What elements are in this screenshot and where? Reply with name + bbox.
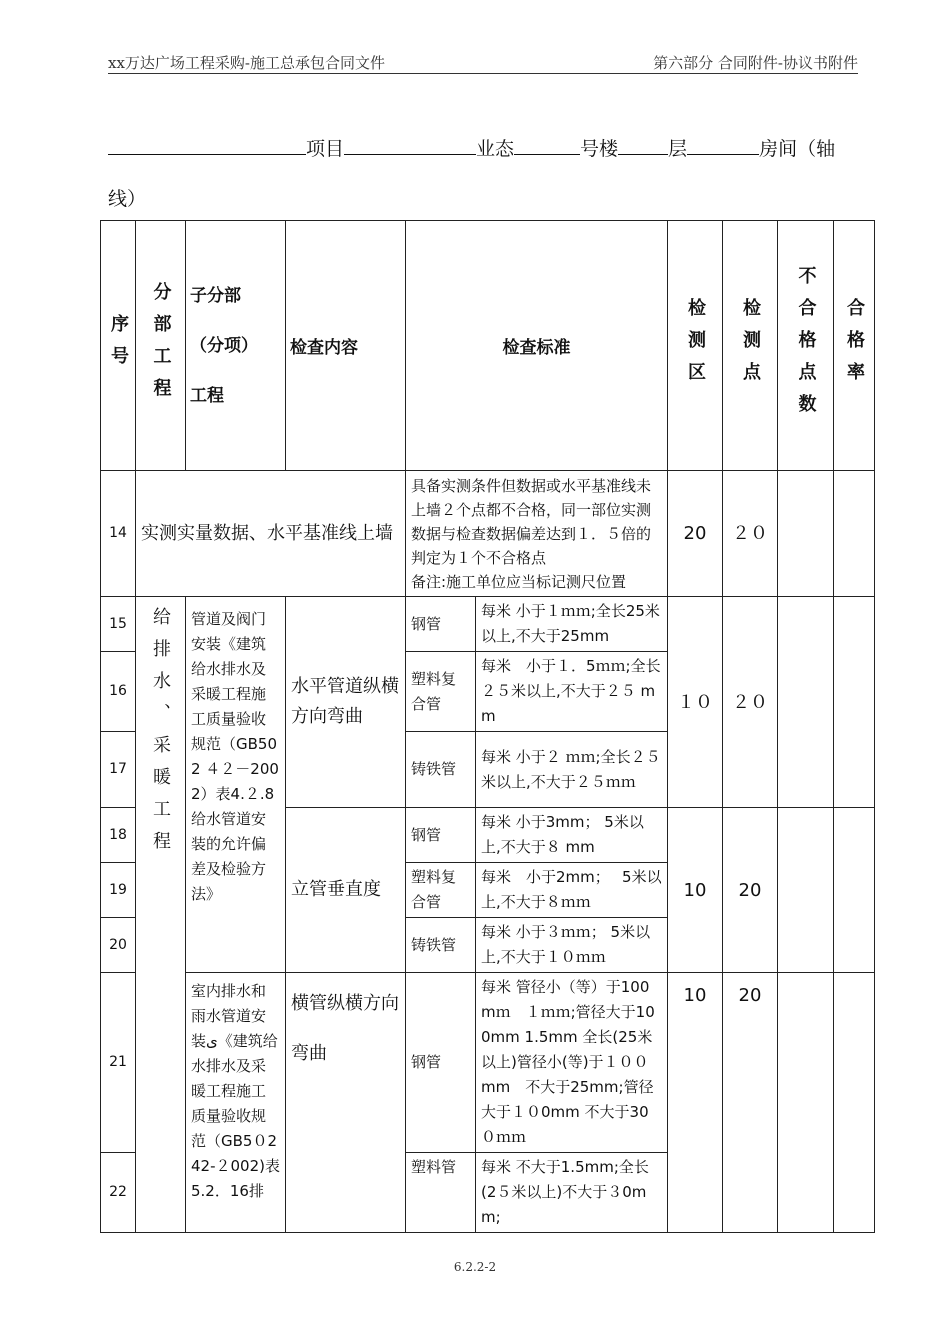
group3-fail — [778, 973, 834, 1233]
row-seq: 21 — [101, 973, 136, 1153]
group3-content: 横管纵横方向弯曲 — [286, 973, 406, 1233]
floor-blank — [618, 134, 668, 155]
row-material: 钢管 — [406, 973, 476, 1153]
label-room: 房间（轴 — [759, 138, 836, 160]
building-blank — [514, 134, 580, 155]
row-point: ２０ — [723, 471, 778, 597]
col-division: 分部工程 — [136, 221, 186, 471]
row-standard: 每米 小于３ｍｍ； 5米以上,不大于１０ｍｍ — [476, 918, 668, 973]
col-zone: 检测区 — [668, 221, 723, 471]
row-seq: 18 — [101, 808, 136, 863]
row-standard: 每米 小于3mm； 5米以上,不大于８ mm — [476, 808, 668, 863]
inspection-table — [100, 220, 875, 1233]
group2-point: 20 — [723, 808, 778, 973]
subdivision-b: 室内排水和雨水管道安装ى《建筑给水排水及采暖工程施工质量验收规范（GB5０242-２002)表5.2．16排 — [186, 973, 286, 1233]
label-building: 号楼 — [580, 138, 619, 160]
group3-point: 20 — [723, 973, 778, 1233]
label-project: 项目 — [306, 138, 345, 160]
col-point: 检测点 — [723, 221, 778, 471]
room-blank — [687, 134, 759, 155]
page-number: 6.2.2-2 — [453, 1260, 497, 1274]
row-seq: 17 — [101, 732, 136, 808]
row-standard: 每米 小于２ ｍｍ;全长２５米以上,不大于２５ｍｍ — [476, 732, 668, 808]
row-standard: 每米 小于2mm； 5米以上,不大于８ｍｍ — [476, 863, 668, 918]
col-content: 检查内容 — [286, 221, 406, 471]
row-material: 铸铁管 — [406, 918, 476, 973]
row-seq: 15 — [101, 597, 136, 652]
table-row — [101, 597, 875, 652]
row-material: 塑料管 — [406, 1153, 476, 1233]
project-blank — [108, 134, 306, 155]
subdivision-a: 管道及阀门安装《建筑给水排水及采暖工程施工质量验收规范（GB502 ４２－2002）表4.２.8给水管道安装的允许偏差及检验方法》 — [186, 597, 286, 973]
group2-zone: 10 — [668, 808, 723, 973]
row-seq: 20 — [101, 918, 136, 973]
row-material: 钢管 — [406, 597, 476, 652]
row-seq: 16 — [101, 652, 136, 732]
group1-zone: １０ — [668, 597, 723, 808]
row-seq: 19 — [101, 863, 136, 918]
row-standard: 每米 小于１．5ｍｍ;全长２５米以上,不大于２５ mm — [476, 652, 668, 732]
row-seq: 22 — [101, 1153, 136, 1233]
row-fail — [778, 471, 834, 597]
table-row — [101, 973, 875, 1153]
group1-point: ２０ — [723, 597, 778, 808]
table-header-row — [101, 221, 875, 471]
group1-fail — [778, 597, 834, 808]
group3-zone: 10 — [668, 973, 723, 1233]
group1-rate — [834, 597, 875, 808]
row-material: 塑料复合管 — [406, 652, 476, 732]
col-subdivision: 子分部 （分项） 工程 — [186, 221, 286, 471]
row-zone: 20 — [668, 471, 723, 597]
group2-content: 立管垂直度 — [286, 808, 406, 973]
table-row — [101, 471, 875, 597]
group3-rate — [834, 973, 875, 1233]
label-format: 业态 — [476, 138, 515, 160]
col-fail: 不合格点数 — [778, 221, 834, 471]
division-cell: 给排水、采暖工程 — [136, 597, 186, 1233]
format-blank — [344, 134, 476, 155]
row-material: 钢管 — [406, 808, 476, 863]
col-rate: 合格率 — [834, 221, 875, 471]
group2-rate — [834, 808, 875, 973]
group2-fail — [778, 808, 834, 973]
row-seq: 14 — [101, 471, 136, 597]
row-rate — [834, 471, 875, 597]
row-material: 铸铁管 — [406, 732, 476, 808]
page-title-line — [108, 134, 853, 162]
row-standard: 每米 不大于1.5mm;全长(2５米以上)不大于３0mm; — [476, 1153, 668, 1233]
row-standard: 每米 管径小（等）于100mｍ １ｍｍ;管径大于100mm 1.5mm 全长(25米以上)管径小(等)于１００ mm 不大于25mm;管径大于１０0mm 不大于30０ｍｍ — [476, 973, 668, 1153]
row-content: 实测实量数据、水平基准线上墙 — [136, 471, 406, 597]
header-right: 第六部分 合同附件-协议书附件 — [653, 54, 858, 72]
row-material: 塑料复合管 — [406, 863, 476, 918]
row-standard: 具备实测条件但数据或水平基准线未上墙２个点都不合格，同一部位实测数据与检查数据偏差达到１．５倍的判定为１个不合格点 备注:施工单位应当标记测尺位置 — [406, 471, 668, 597]
row-standard: 每米 小于１ｍｍ;全长25米以上,不大于25mm — [476, 597, 668, 652]
group1-content: 水平管道纵横方向弯曲 — [286, 597, 406, 808]
label-room-cont: 线） — [108, 188, 147, 210]
header-left: xx万达广场工程采购-施工总承包合同文件 — [108, 54, 385, 72]
col-standard: 检查标准 — [406, 221, 668, 471]
col-seq: 序号 — [101, 221, 136, 471]
label-floor: 层 — [668, 138, 688, 160]
header-divider — [108, 73, 858, 74]
